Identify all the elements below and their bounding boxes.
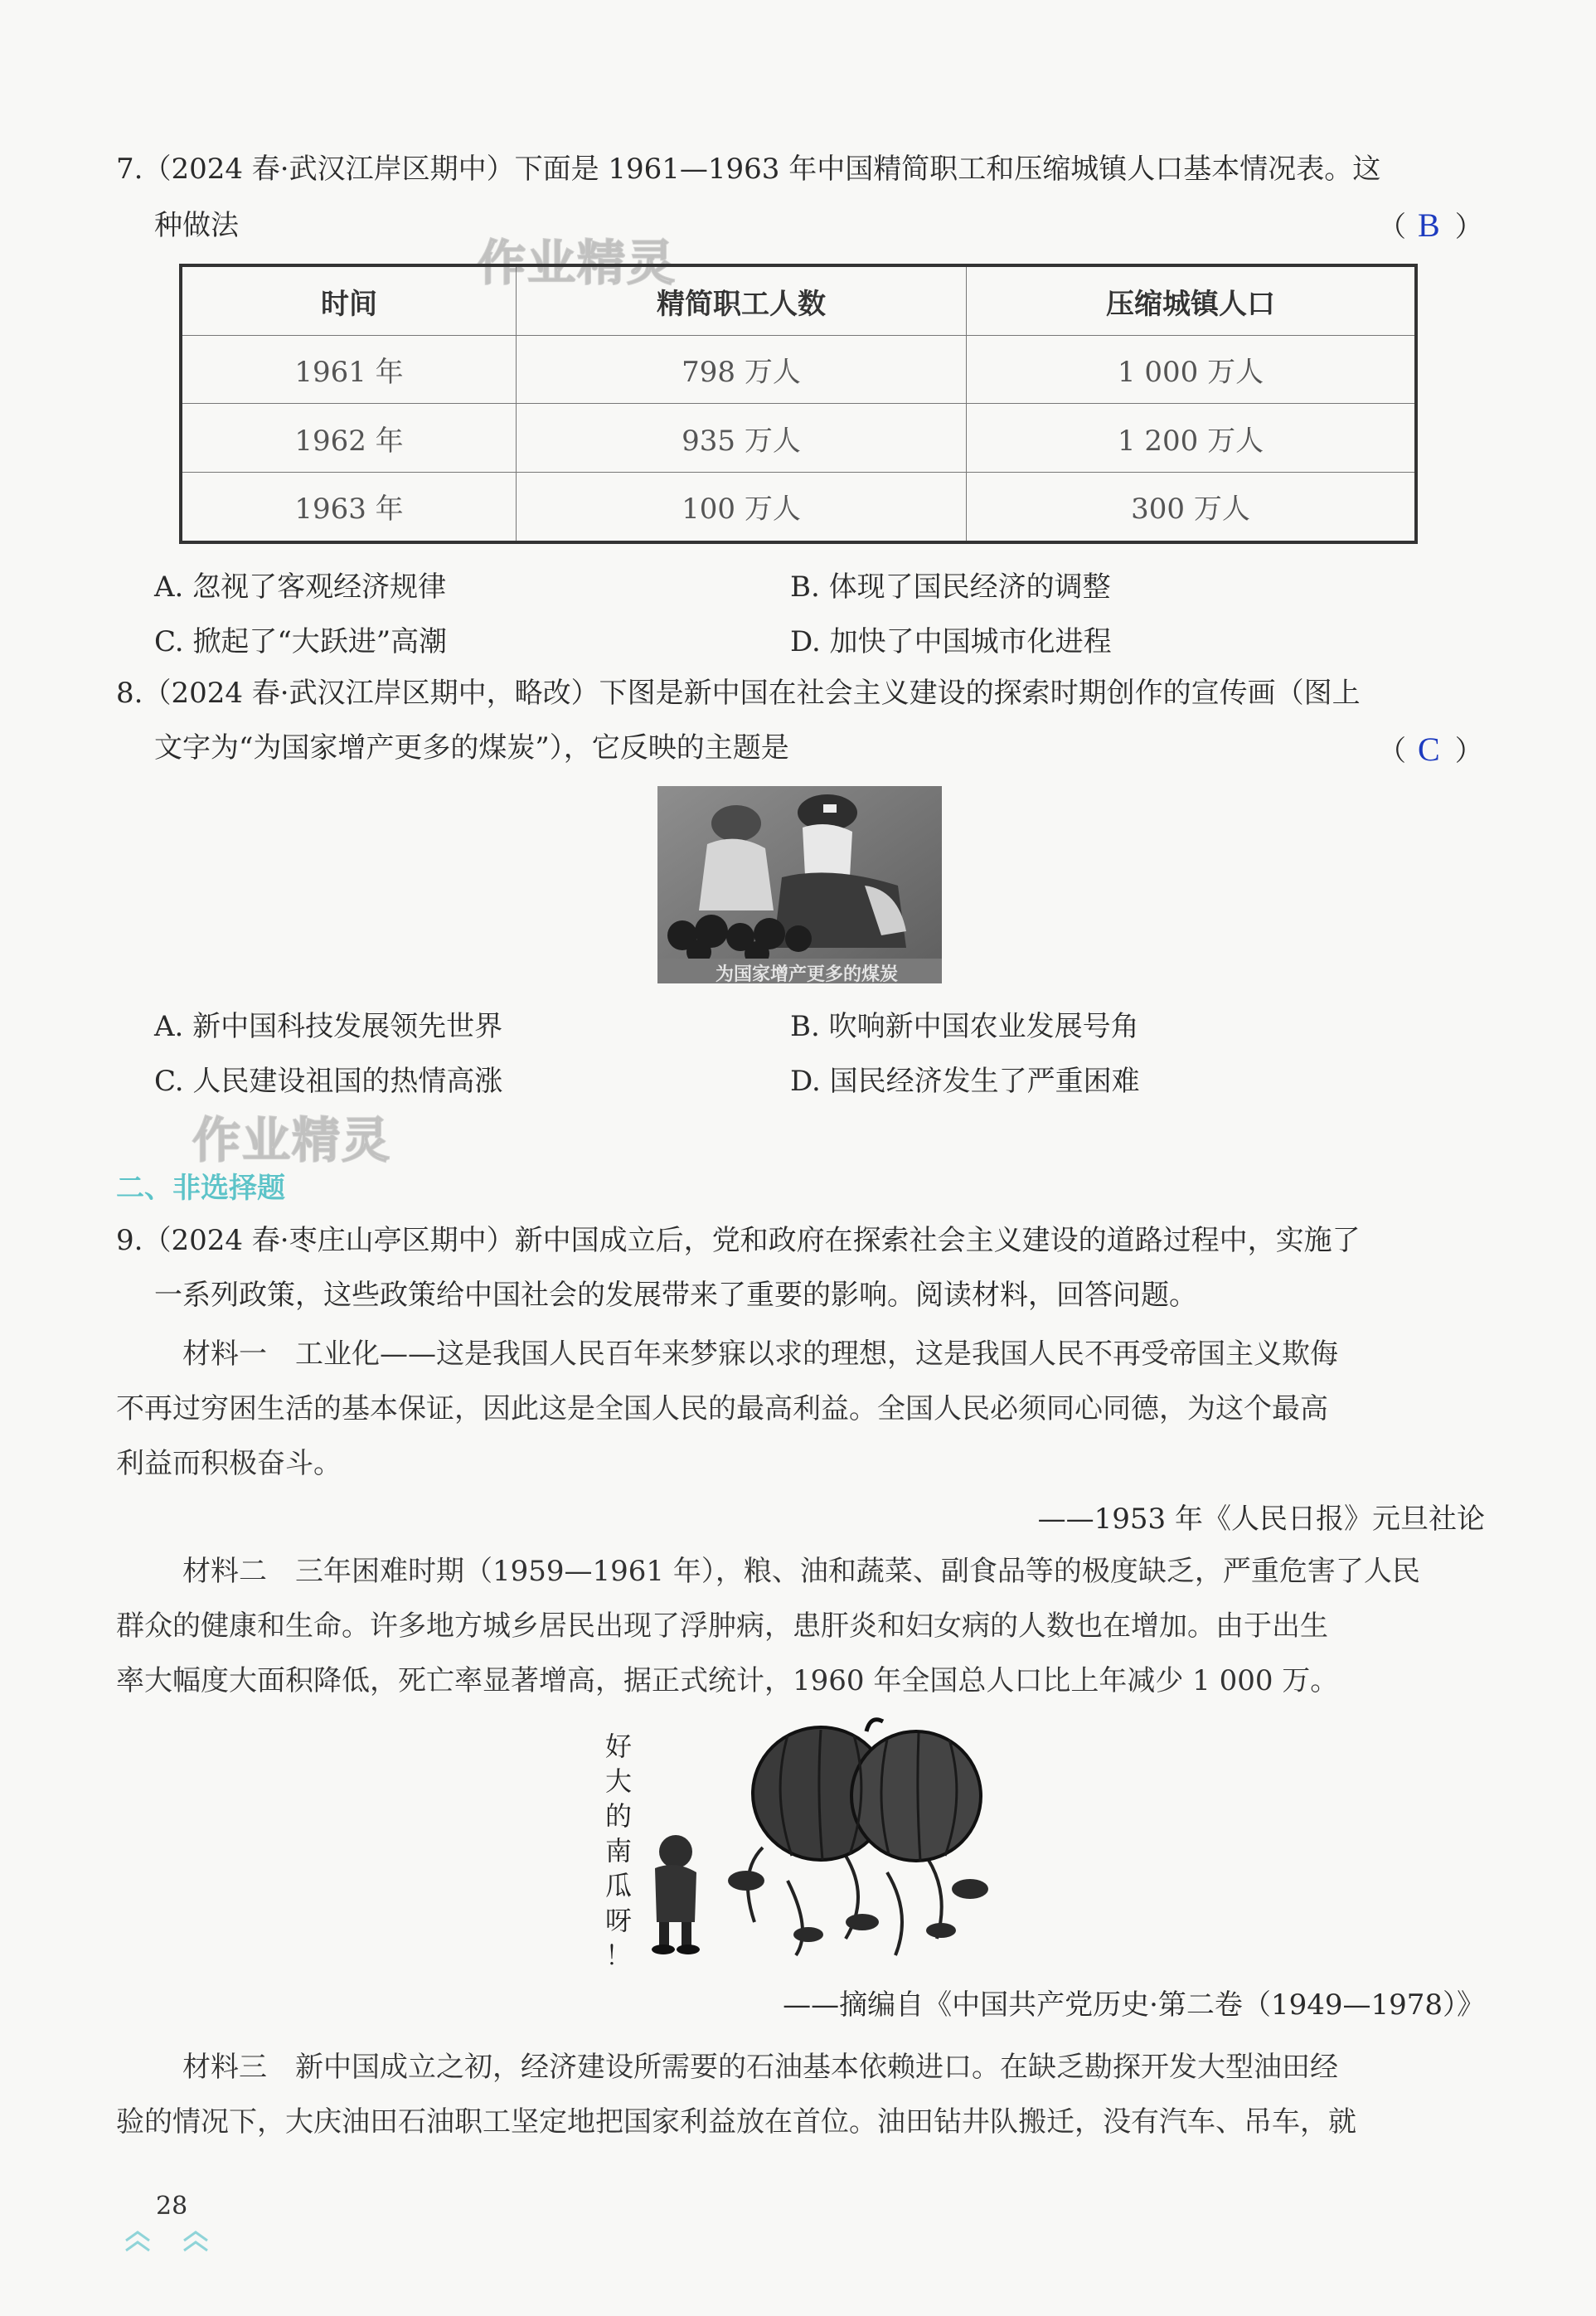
propaganda-poster-image: [657, 786, 942, 983]
table-cell: 1962 年: [181, 404, 517, 472]
table-cell: 1961 年: [181, 336, 517, 404]
cartoon-caption: 好 大 的 南 瓜 呀 ！: [604, 1731, 632, 1971]
watermark: 作业精灵: [478, 235, 677, 291]
pumpkin-cartoon-image: [597, 1715, 1024, 1964]
q7-table: [179, 264, 1418, 544]
q8-option-c: C. 人民建设祖国的热情高涨: [154, 1065, 503, 1098]
table-cell: 1 200 万人: [967, 404, 1417, 472]
watermark: 作业精灵: [192, 1112, 392, 1168]
q7-stem-line1: 7.（2024 春·武汉江岸区期中）下面是 1961—1963 年中国精简职工和压缩城镇人口基本情况表。这: [116, 153, 1381, 186]
material-2: [116, 1544, 1484, 1708]
q9-stem-line2: 一系列政策，这些政策给中国社会的发展带来了重要的影响。阅读材料，回答问题。: [154, 1279, 1197, 1312]
table-cell: 1 000 万人: [967, 336, 1417, 404]
table-row: [181, 404, 1416, 472]
material-1-line: 不再过穷困生活的基本保证，因此这是全国人民的最高利益。全国人民必须同心同德，为这个最高: [116, 1392, 1328, 1425]
decorative-wave-icon: [123, 2226, 222, 2259]
material-3: [116, 2040, 1484, 2149]
section-title: 二、非选择题: [116, 1172, 285, 1205]
table-cell: 1963 年: [181, 472, 517, 542]
table-header-row: [181, 265, 1416, 336]
q8-stem-line1: 8.（2024 春·武汉江岸区期中，略改）下图是新中国在社会主义建设的探索时期创作的宣传画（图上: [116, 677, 1361, 710]
q7-answer-bracket: （ B ）: [1378, 206, 1483, 244]
table-header: 压缩城镇人口: [967, 265, 1417, 336]
q8-option-a: A. 新中国科技发展领先世界: [154, 1010, 503, 1043]
q8-answer: C: [1418, 731, 1440, 768]
q7-option-c: C. 掀起了“大跃进”高潮: [154, 625, 448, 658]
page-number: 28: [156, 2192, 188, 2221]
material-2-line: 群众的健康和生命。许多地方城乡居民出现了浮肿病，患肝炎和妇女病的人数也在增加。由于出生: [116, 1610, 1328, 1643]
q7-option-a: A. 忽视了客观经济规律: [154, 571, 447, 604]
q7-option-b: B. 体现了国民经济的调整: [790, 571, 1111, 604]
poster-caption: 为国家增产更多的煤炭: [716, 964, 899, 983]
q7-answer: B: [1418, 206, 1440, 244]
q9-stem-line1: 9.（2024 春·枣庄山亭区期中）新中国成立后，党和政府在探索社会主义建设的道路过程中，实施了: [116, 1224, 1361, 1257]
table-cell: 100 万人: [517, 472, 967, 542]
material-2-line: 率大幅度大面积降低，死亡率显著增高，据正式统计，1960 年全国总人口比上年减少 1 000 万。: [116, 1664, 1339, 1697]
table-header: 精简职工人数: [517, 265, 967, 336]
material-2-source: ——摘编自《中国共产党历史·第二卷（1949—1978）》: [783, 1988, 1485, 2022]
material-1: [116, 1327, 1484, 1491]
q8-stem-line2: 文字为“为国家增产更多的煤炭”），它反映的主题是: [154, 731, 789, 765]
q7-option-d: D. 加快了中国城市化进程: [790, 625, 1112, 658]
q8-option-d: D. 国民经济发生了严重困难: [790, 1065, 1140, 1098]
q8-option-b: B. 吹响新中国农业发展号角: [790, 1010, 1139, 1043]
material-3-line: 材料三 新中国成立之初，经济建设所需要的石油基本依赖进口。在缺乏勘探开发大型油田经: [182, 2051, 1338, 2084]
material-2-line: 材料二 三年困难时期（1959—1961 年），粮、油和蔬菜、副食品等的极度缺乏，严重危害了人民: [182, 1555, 1420, 1588]
material-3-line: 验的情况下，大庆油田石油职工坚定地把国家利益放在首位。油田钻井队搬迁，没有汽车、吊车，就: [116, 2105, 1356, 2139]
table-row: [181, 336, 1416, 404]
table-row: [181, 472, 1416, 542]
material-1-line: 利益而积极奋斗。: [116, 1447, 342, 1480]
table-cell: 935 万人: [517, 404, 967, 472]
material-1-source: ——1953 年《人民日报》元旦社论: [1037, 1503, 1485, 1536]
table-cell: 300 万人: [967, 472, 1417, 542]
q7-stem-line2: 种做法: [154, 209, 239, 242]
material-1-line: 材料一 工业化——这是我国人民百年来梦寐以求的理想，这是我国人民不再受帝国主义欺侮: [182, 1338, 1338, 1371]
poster-illustration: [657, 786, 942, 983]
q8-answer-bracket: （ C ）: [1378, 731, 1483, 768]
table-cell: 798 万人: [517, 336, 967, 404]
table-header: 时间: [181, 265, 517, 336]
